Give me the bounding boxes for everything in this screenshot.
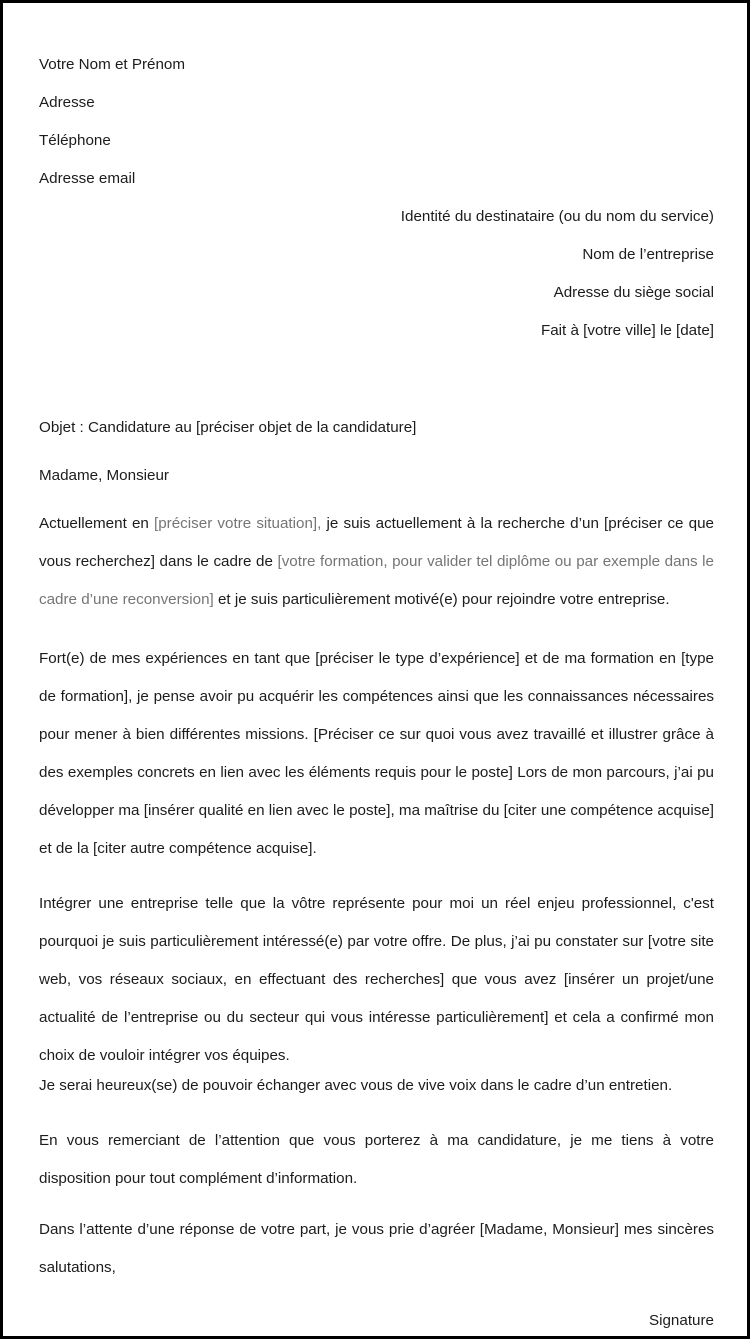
intro-text: Actuellement en [39, 515, 155, 532]
placeholder-formation: [votre formation, pour valider tel diplôme ou par exemple dans le cadre d’une reconversion] [39, 553, 714, 608]
salutation-line: Madame, Monsieur [39, 467, 169, 484]
intro-text: et je suis particulièrement motivé(e) pour rejoindre votre entreprise. [213, 591, 670, 608]
sender-block [39, 46, 714, 198]
paragraph-closing: Dans l’attente d’une réponse de votre part, je vous prie d’agréer [Madame, Monsieur] mes sincères salutations, [39, 1221, 714, 1276]
placeholder-situation: [préciser votre situation], [154, 515, 322, 532]
paragraph-intro [39, 505, 714, 619]
letter-place-date: Fait à [votre ville] le [date] [540, 322, 714, 339]
paragraph-thanks: En vous remerciant de l’attention que vous porterez à ma candidature, je me tiens à votre disposition pour tout complément d’information. [39, 1132, 714, 1187]
recipient-address: Adresse du siège social [553, 284, 714, 301]
sender-email: Adresse email [39, 170, 136, 187]
signature-label: Signature [648, 1312, 714, 1329]
intro-text: je suis actuellement à la recherche d’un [préciser ce que vous recherchez] dans le cadre de [39, 515, 714, 570]
subject-line: Objet : Candidature au [préciser objet de la candidature] [39, 419, 417, 436]
sender-phone: Téléphone [39, 132, 111, 149]
paragraph-experience: Fort(e) de mes expériences en tant que [préciser le type d’expérience] et de ma formation en [type de formation], je pense avoir pu acquérir les compétences ainsi que les connaissances nécessaires pour mener à bien différentes missions. [Préciser ce sur quoi vous avez travaillé et illustrer grâce à des exemples concrets en lien avec les éléments requis pour le poste] Lors de mon parcours, j’ai pu développer ma [insérer qualité en lien avec le poste], ma maîtrise du [citer une compétence acquise] et de la [citer autre compétence acquise]. [39, 650, 714, 857]
paragraph-interview: Je serai heureux(se) de pouvoir échanger avec vous de vive voix dans le cadre d’un entretien. [39, 1077, 673, 1094]
sender-address: Adresse [39, 94, 95, 111]
paragraph-motivation: Intégrer une entreprise telle que la vôtre représente pour moi un réel enjeu professionnel, c'est pourquoi je suis particulièrement intéressé(e) par votre offre. De plus, j’ai pu constater sur [votre site web, vos réseaux sociaux, en effectuant des recherches] que vous avez [insérer un projet/une actualité de l’entreprise ou du secteur qui vous intéresse particulièrement] et cela a confirmé mon choix de vouloir intégrer vos équipes. [39, 895, 714, 1064]
recipient-block [39, 198, 714, 350]
recipient-company: Nom de l’entreprise [582, 246, 714, 263]
sender-name: Votre Nom et Prénom [39, 56, 186, 73]
recipient-identity: Identité du destinataire (ou du nom du service) [400, 208, 714, 225]
